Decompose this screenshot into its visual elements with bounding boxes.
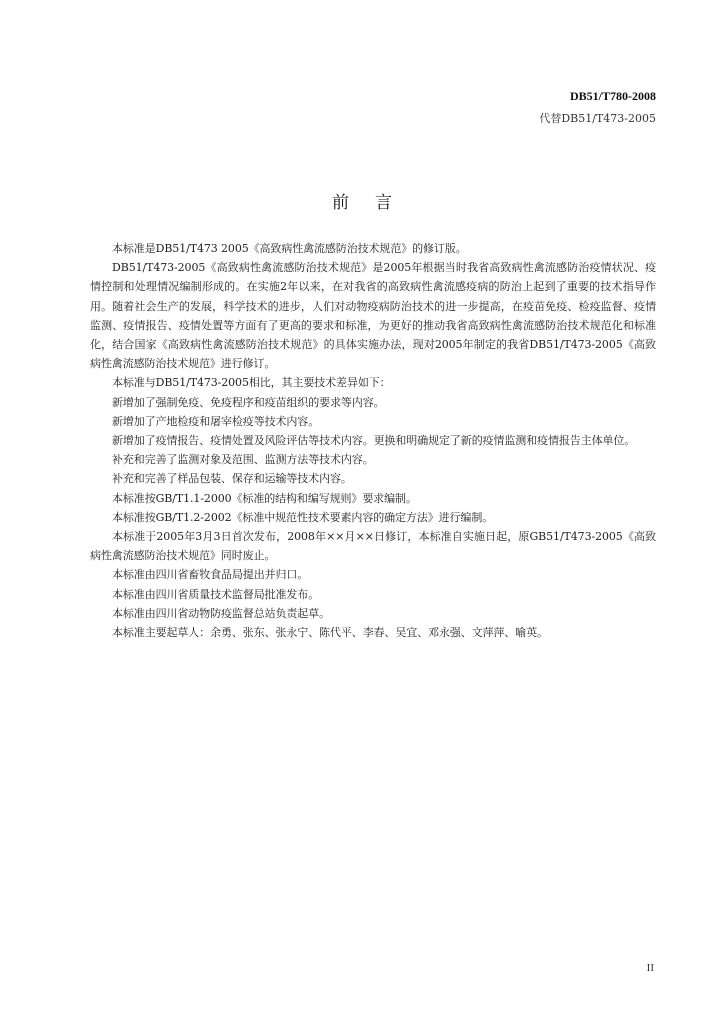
paragraph: 新增加了强制免疫、免疫程序和疫苗组织的要求等内容。 xyxy=(112,395,385,409)
paragraph: 新增加了疫情报告、疫情处置及风险评估等技术内容。更换和明确规定了新的疫情监测和疫情报告主体单位。 xyxy=(112,434,636,448)
paragraph: 补充和完善了样品包装、保存和运输等技术内容。 xyxy=(112,472,352,486)
paragraph: 本标准按GB/T1.1-2000《标准的结构和编写规则》要求编制。 xyxy=(112,491,417,505)
standard-code: DB51/T780-2008 xyxy=(569,89,656,103)
paragraph: 本标准与DB51/T473-2005相比，其主要技术差异如下： xyxy=(112,376,391,390)
paragraph: 新增加了产地检疫和屠宰检疫等技术内容。 xyxy=(112,414,320,428)
paragraph: 本标准是DB51/T473 2005《高致病性禽流感防治技术规范》的修订版。 xyxy=(112,242,467,255)
paragraph: 本标准由四川省质量技术监督局批准发布。 xyxy=(112,587,320,601)
foreword-body xyxy=(90,239,656,642)
paragraph: 本标准按GB/T1.2-2002《标准中规范性技术要素内容的确定方法》进行编制。 xyxy=(112,510,494,524)
paragraph: 本标准由四川省畜牧食品局提出并归口。 xyxy=(112,568,309,582)
replaces-standard: 代替DB51/T473-2005 xyxy=(539,112,656,125)
paragraph: 本标准由四川省动物防疫监督总站负责起草。 xyxy=(112,606,330,620)
paragraph: 本标准于2005年3月3日首次发布，2008年××月××日修订，本标准自实施日起，原GB51/T473-2005《高致病性禽流感防治技术规范》同时废止。 xyxy=(90,530,656,563)
paragraph: 本标准主要起草人：余勇、张东、张永宁、陈代平、李春、吴宜、邓永强、文萍萍、喻英。 xyxy=(112,626,548,640)
page-number: II xyxy=(646,962,654,974)
paragraph: 补充和完善了监测对象及范围、监测方法等技术内容。 xyxy=(112,453,374,467)
page-title: 前言 xyxy=(332,193,418,213)
paragraph: DB51/T473-2005《高致病性禽流感防治技术规范》是2005年根据当时我省高致病性禽流感防治疫情状况、疫情控制和处理情况编制形成的。在实施2年以来，在对我省的高致病性禽流感疫病的防治上起到了重要的技术指导作用。随着社会生产的发展，科学技术的进步，人们对动物疫病防治技术的进一步提高，在疫苗免疫、检疫监督、疫情监测、疫情报告、疫情处置等方面有了更高的要求和标准，为更好的推动我省高致病性禽流感防治技术规范化和标准化，结合国家《高致病性禽流感防治技术规范》的具体实施办法，现对2005年制定的我省DB51/T473-2005《高致病性禽流感防治技术规范》进行修订。 xyxy=(90,261,656,371)
